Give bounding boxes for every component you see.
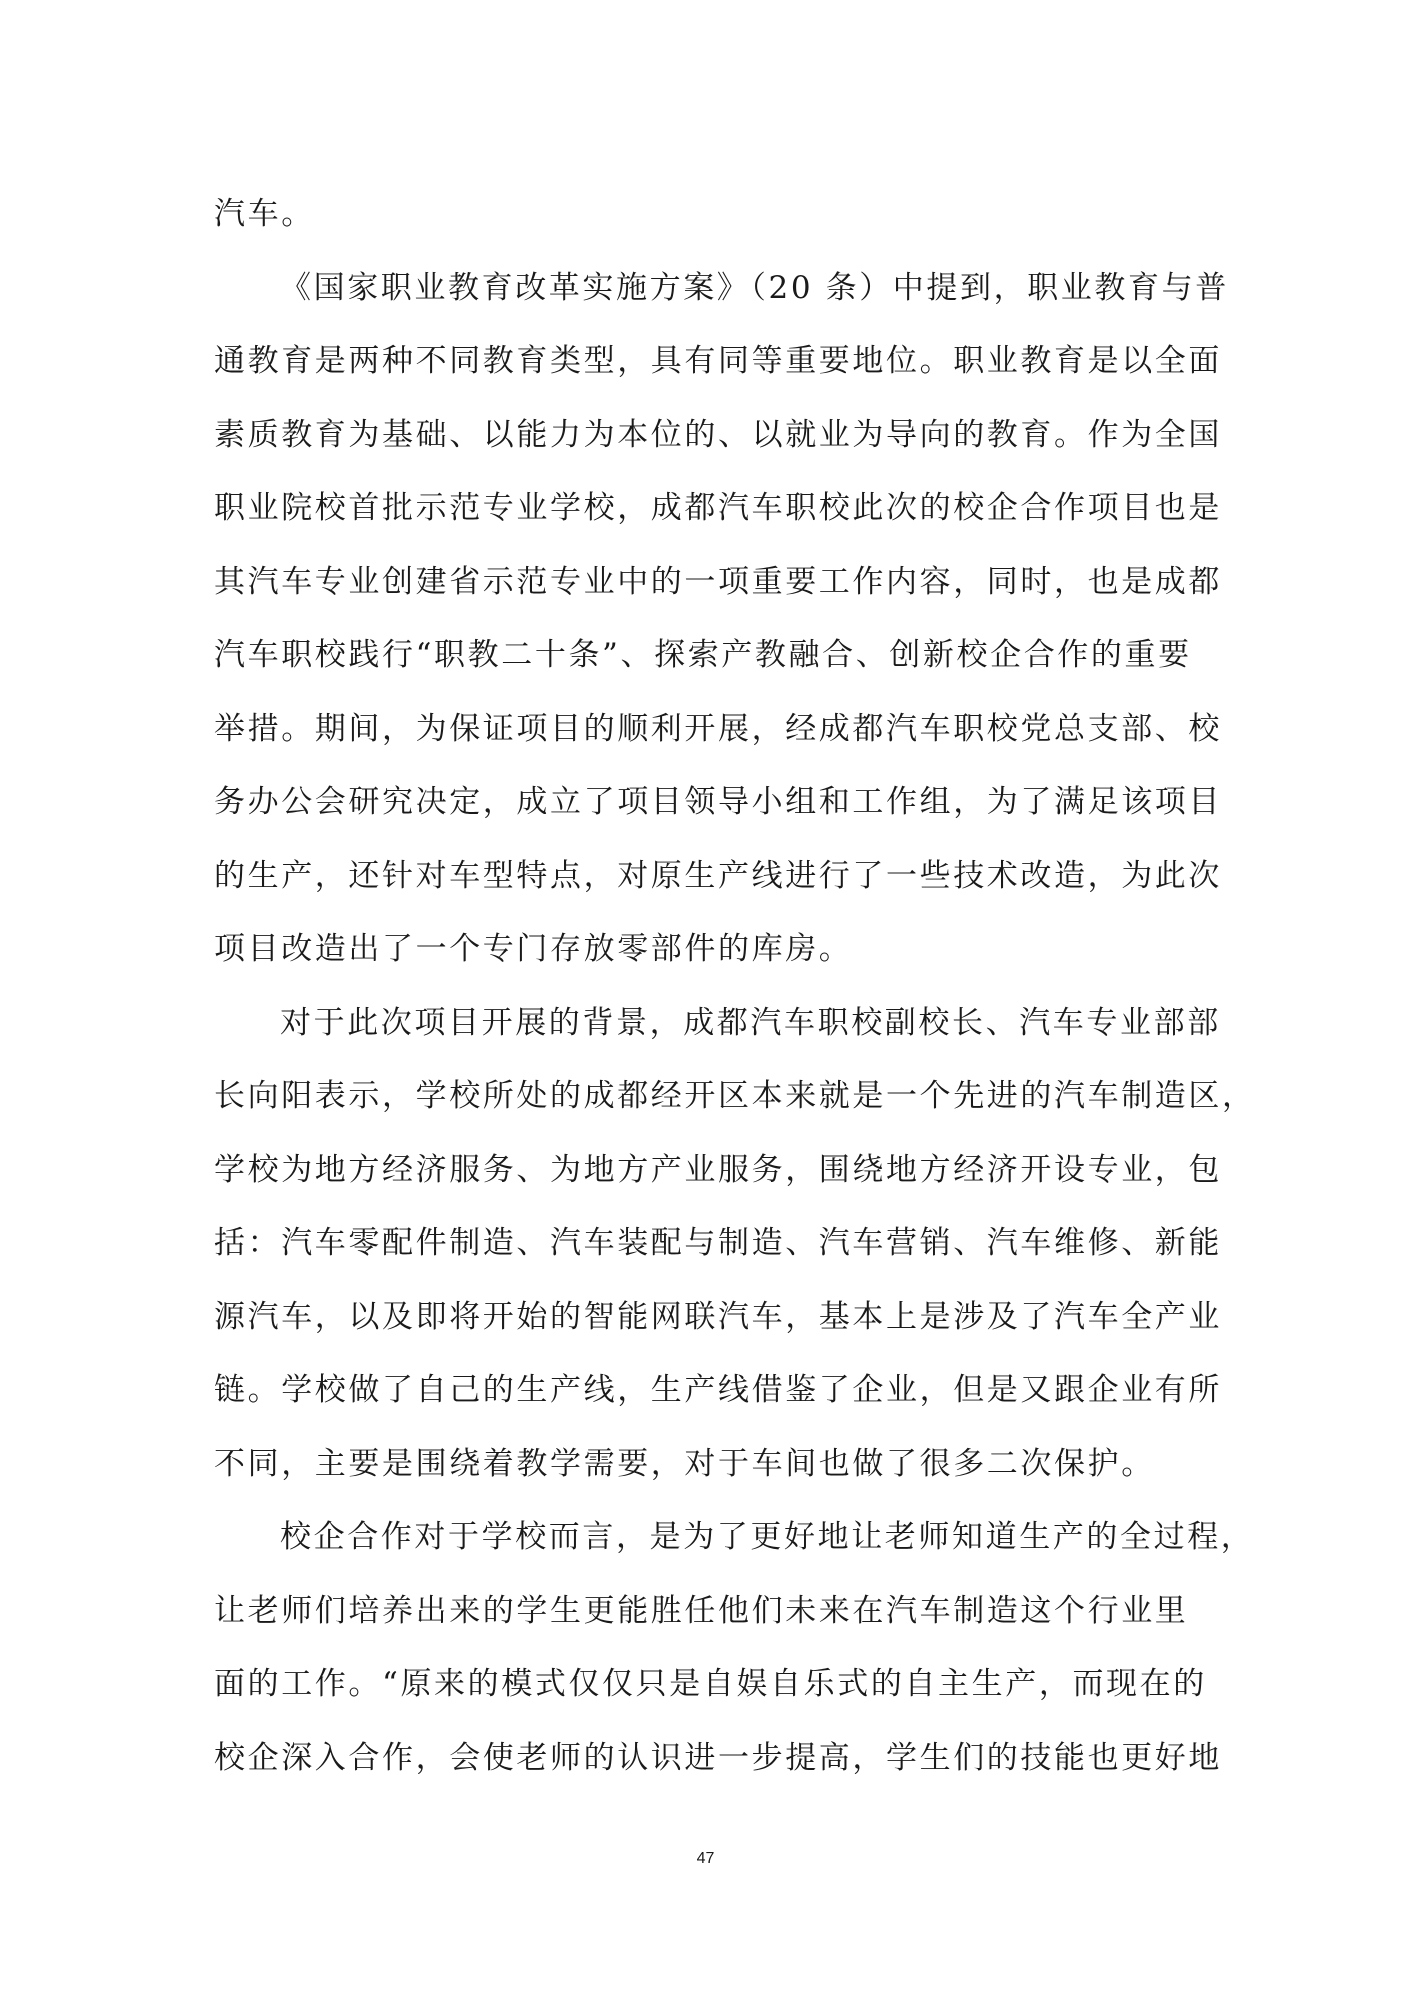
text-line-9: 务办公会研究决定，成立了项目领导小组和工作组，为了满足该项目 [214, 784, 1222, 820]
text-line-22: 校企深入合作，会使老师的认识进一步提高，学生们的技能也更好地 [214, 1739, 1222, 1776]
text-line-15: 括：汽车零配件制造、汽车装配与制造、汽车营销、汽车维修、新能 [214, 1225, 1222, 1261]
text-line-8: 举措。期间，为保证项目的顺利开展，经成都汽车职校党总支部、校 [214, 710, 1222, 747]
text-line-11: 项目改造出了一个专门存放零部件的库房。 [214, 931, 853, 967]
text-line-1: 汽车。 [214, 196, 315, 232]
text-line-10: 的生产，还针对车型特点，对原生产线进行了一些技术改造，为此次 [214, 857, 1222, 894]
text-line-7: 汽车职校践行“职教二十条”、探索产教融合、创新校企合作的重要 [214, 637, 1192, 673]
text-line-14: 学校为地方经济服务、为地方产业服务，围绕地方经济开设专业，包 [214, 1151, 1222, 1188]
text-line-4: 素质教育为基础、以能力为本位的、以就业为导向的教育。作为全国 [214, 416, 1222, 453]
text-line-16: 源汽车，以及即将开始的智能网联汽车，基本上是涉及了汽车全产业 [214, 1298, 1222, 1335]
paragraph-start-line: 《国家职业教育改革实施方案》（20 条）中提到，职业教育与普 [280, 269, 1229, 306]
paragraph-start-line: 对于此次项目开展的背景，成都汽车职校副校长、汽车专业部部 [280, 1004, 1221, 1041]
text-line-3: 通教育是两种不同教育类型，具有同等重要地位。职业教育是以全面 [214, 343, 1222, 379]
paragraph-start-line: 校企合作对于学校而言，是为了更好地让老师知道生产的全过程， [280, 1519, 1255, 1555]
page-number: 47 [696, 1850, 715, 1867]
text-line-6: 其汽车专业创建省示范专业中的一项重要工作内容，同时，也是成都 [214, 563, 1222, 600]
text-line-5: 职业院校首批示范专业学校，成都汽车职校此次的校企合作项目也是 [214, 490, 1222, 526]
body-text [214, 178, 1256, 1795]
text-line-20: 让老师们培养出来的学生更能胜任他们未来在汽车制造这个行业里 [214, 1592, 1189, 1629]
text-line-17: 链。学校做了自己的生产线，生产线借鉴了企业，但是又跟企业有所 [214, 1372, 1222, 1408]
text-line-18: 不同，主要是围绕着教学需要，对于车间也做了很多二次保护。 [214, 1445, 1155, 1482]
text-line-13: 长向阳表示，学校所处的成都经开区本来就是一个先进的汽车制造区， [214, 1078, 1256, 1114]
text-line-21: 面的工作。“原来的模式仅仅只是自娱自乐式的自主生产，而现在的 [214, 1666, 1207, 1702]
